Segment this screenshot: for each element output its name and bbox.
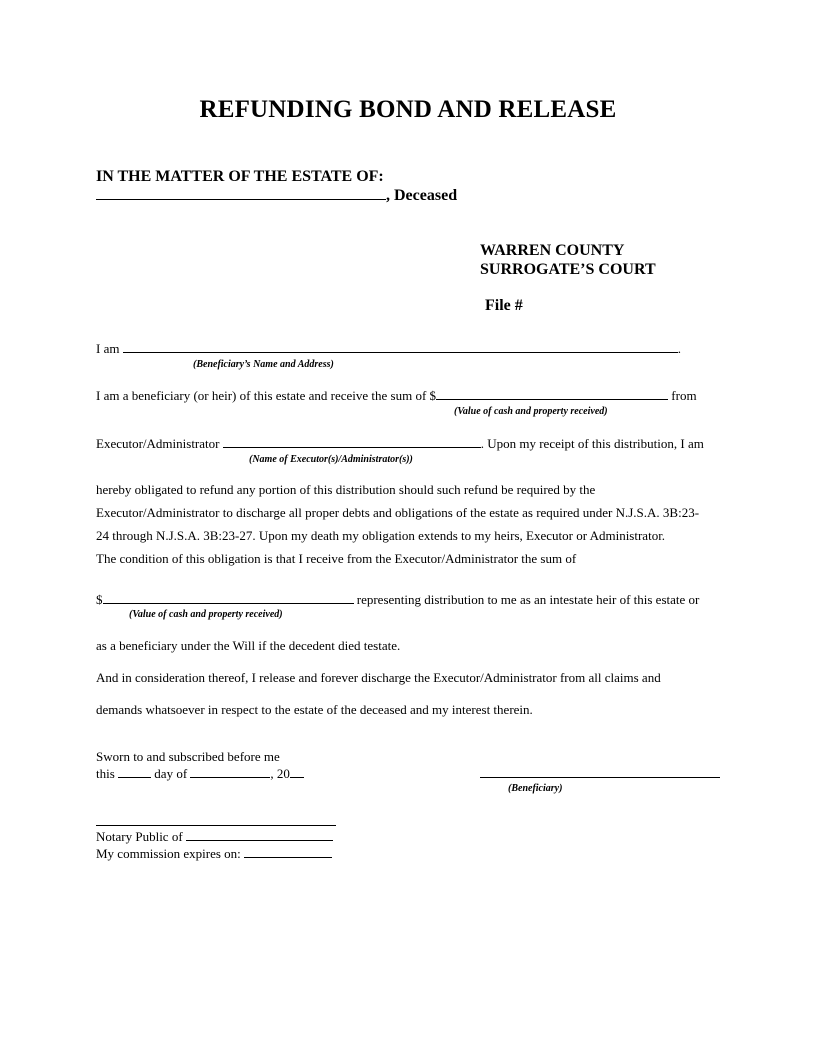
executor-name-field[interactable] <box>223 435 481 448</box>
sworn-day-field[interactable] <box>118 765 151 778</box>
beneficiary-line <box>96 340 681 357</box>
distribution-caption: (Value of cash and property received) <box>129 609 283 620</box>
sum-suffix: from <box>671 388 697 403</box>
executor-line <box>96 435 704 452</box>
deceased-line <box>96 187 457 205</box>
sworn-line: Sworn to and subscribed before me <box>96 749 280 764</box>
beneficiary-end: . <box>677 341 681 356</box>
notary-state-field[interactable] <box>186 828 333 841</box>
body-line-3: 24 through N.J.S.A. 3B:23-27. Upon my death my obligation extends to my heirs, Executor or Administrator. <box>96 528 666 543</box>
sworn-day-of: day of <box>154 766 188 781</box>
notary-signature-field[interactable] <box>96 825 336 826</box>
signature-caption: (Beneficiary) <box>508 783 563 794</box>
commission-date-field[interactable] <box>244 845 332 858</box>
beneficiary-signature-field[interactable] <box>480 777 720 778</box>
notary-line <box>96 828 333 845</box>
beneficiary-caption: (Beneficiary’s Name and Address) <box>193 359 334 370</box>
document-title: REFUNDING BOND AND RELEASE <box>199 96 617 123</box>
will-line: as a beneficiary under the Will if the decedent died testate. <box>96 638 401 653</box>
sum-caption: (Value of cash and property received) <box>454 406 608 417</box>
court-label: SURROGATE’S COURT <box>480 261 656 278</box>
deceased-suffix: , Deceased <box>386 187 458 204</box>
sworn-month-field[interactable] <box>190 765 270 778</box>
distribution-suffix: representing distribution to me as an intestate heir of this estate or <box>356 592 700 607</box>
executor-suffix: . Upon my receipt of this distribution, I am <box>480 436 704 451</box>
sworn-year-prefix: , 20 <box>270 766 290 781</box>
file-number-label: File # <box>485 297 523 314</box>
commission-line <box>96 845 332 862</box>
beneficiary-name-field[interactable] <box>123 340 678 353</box>
distribution-prefix: $ <box>96 592 103 607</box>
distribution-line <box>96 591 699 608</box>
notary-public-of: Notary Public of <box>96 829 183 844</box>
distribution-amount-field[interactable] <box>103 591 354 604</box>
executor-prefix: Executor/Administrator <box>96 436 220 451</box>
sum-prefix: I am a beneficiary (or heir) of this estate and receive the sum of $ <box>96 388 437 403</box>
sworn-year-field[interactable] <box>290 765 304 778</box>
sworn-this: this <box>96 766 115 781</box>
commission-label: My commission expires on: <box>96 846 241 861</box>
beneficiary-prefix: I am <box>96 341 120 356</box>
county-label: WARREN COUNTY <box>480 242 625 259</box>
sum-amount-field[interactable] <box>436 387 668 400</box>
deceased-name-field[interactable] <box>96 187 386 200</box>
sworn-date-line <box>96 765 304 782</box>
estate-heading: IN THE MATTER OF THE ESTATE OF: <box>96 168 384 185</box>
body-line-2: Executor/Administrator to discharge all proper debts and obligations of the estate as required under N.J.S.A. 3B:23- <box>96 505 700 520</box>
body-line-1: hereby obligated to refund any portion of this distribution should such refund be required by the <box>96 482 596 497</box>
release-line-1: And in consideration thereof, I release and forever discharge the Executor/Administrator from all claims and <box>96 670 661 685</box>
sum-line <box>96 387 697 404</box>
body-line-4: The condition of this obligation is that I receive from the Executor/Administrator the sum of <box>96 551 577 566</box>
release-line-2: demands whatsoever in respect to the estate of the deceased and my interest therein. <box>96 702 533 717</box>
executor-caption: (Name of Executor(s)/Administrator(s)) <box>249 454 413 465</box>
